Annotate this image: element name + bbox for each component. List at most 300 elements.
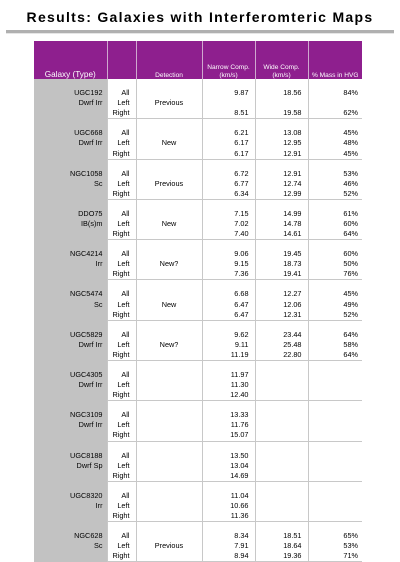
detection-blank-cell [136, 249, 202, 259]
wide-comp-cell: 12.99 [255, 189, 308, 200]
detection-blank-cell [136, 148, 202, 159]
galaxy-type-cell: Sc [34, 541, 107, 551]
detection-blank-cell [136, 511, 202, 522]
spacer-cell [308, 360, 362, 370]
narrow-comp-cell: 13.33 [202, 410, 255, 420]
spacer-cell [255, 119, 308, 129]
detection-blank-cell [136, 169, 202, 179]
detection-blank-cell [136, 531, 202, 541]
region-cell: All [107, 370, 136, 380]
wide-comp-cell: 19.58 [255, 108, 308, 119]
table-row [34, 461, 362, 471]
mass-hvg-cell: 48% [343, 138, 358, 148]
detection-cell [136, 461, 202, 471]
mass-hvg-cell [308, 471, 362, 482]
table-header-row [34, 41, 362, 79]
spacer-cell [34, 159, 107, 169]
narrow-comp-cell: 8.94 [202, 551, 255, 562]
spacer-cell [136, 481, 202, 491]
narrow-comp-cell: 14.69 [202, 471, 255, 482]
detection-blank-cell [136, 88, 202, 98]
region-cell: Right [107, 511, 136, 522]
galaxy-name-cell: UGC4305 [34, 370, 107, 380]
galaxy-name-cell: UGC192 [34, 88, 107, 98]
wide-comp-cell: 12.74 [255, 179, 308, 189]
region-cell: All [107, 451, 136, 461]
spacer-cell [136, 280, 202, 290]
wide-comp-cell: 13.08 [255, 128, 308, 138]
mass-hvg-cell: 60% [343, 218, 358, 228]
header-galaxy: Galaxy (Type) [34, 41, 107, 79]
narrow-comp-cell: 7.15 [202, 209, 255, 219]
table-row [34, 370, 362, 380]
detection-blank-cell [136, 108, 202, 119]
group-spacer-row [34, 360, 362, 370]
galaxy-blank-cell [34, 551, 107, 562]
spacer-cell [308, 401, 362, 411]
detection-blank-cell [136, 390, 202, 401]
wide-comp-cell: 14.99 [255, 209, 308, 219]
narrow-comp-cell: 6.34 [202, 189, 255, 200]
narrow-comp-cell: 15.07 [202, 430, 255, 441]
galaxy-blank-cell [34, 511, 107, 522]
region-cell: Left [107, 138, 136, 148]
narrow-comp-cell: 11.30 [202, 380, 255, 390]
narrow-comp-cell: 11.36 [202, 511, 255, 522]
mass-hvg-cell: 45% [343, 128, 358, 138]
detection-cell [136, 501, 202, 511]
header-region [107, 41, 136, 79]
detection-blank-cell [136, 289, 202, 299]
region-cell: Left [107, 300, 136, 310]
galaxy-name-cell: UGC8320 [34, 491, 107, 501]
detection-blank-cell [136, 128, 202, 138]
mass-hvg-cell: 50% [343, 259, 358, 269]
mass-hvg-cell [308, 491, 362, 501]
detection-cell: Previous [136, 98, 202, 108]
region-cell: All [107, 330, 136, 340]
detection-blank-cell [136, 430, 202, 441]
table-row [34, 219, 362, 229]
header-narrow-comp: Narrow Comp. (km/s) [202, 41, 255, 79]
spacer-cell [255, 199, 308, 209]
detection-blank-cell [136, 209, 202, 219]
title-divider [6, 30, 394, 34]
table-row [34, 98, 362, 108]
table-row [34, 259, 362, 269]
table-row [34, 350, 362, 361]
mass-hvg-cell: 58% [343, 339, 358, 349]
mass-hvg-cell [308, 380, 362, 390]
wide-comp-cell [255, 451, 308, 461]
wide-comp-cell [255, 380, 308, 390]
wide-comp-cell: 22.80 [255, 350, 308, 361]
table-row [34, 551, 362, 562]
galaxy-name-cell: NGC3109 [34, 410, 107, 420]
table-row [34, 229, 362, 240]
narrow-comp-cell: 9.06 [202, 249, 255, 259]
table-row [34, 108, 362, 119]
wide-comp-cell: 12.06 [255, 300, 308, 310]
wide-comp-cell [255, 420, 308, 430]
spacer-cell [255, 441, 308, 451]
wide-comp-cell: 18.64 [255, 541, 308, 551]
spacer-cell [107, 360, 136, 370]
galaxy-blank-cell [34, 108, 107, 119]
spacer-cell [202, 280, 255, 290]
narrow-comp-cell: 9.15 [202, 259, 255, 269]
mass-hvg-cell: 84% [343, 88, 358, 98]
region-cell: All [107, 491, 136, 501]
detection-blank-cell [136, 471, 202, 482]
spacer-cell [34, 199, 107, 209]
region-cell: Right [107, 310, 136, 321]
spacer-cell [107, 119, 136, 129]
spacer-cell [107, 159, 136, 169]
narrow-comp-cell: 8.34 [202, 531, 255, 541]
spacer-cell [255, 360, 308, 370]
region-cell: Right [107, 229, 136, 240]
region-cell: Right [107, 551, 136, 562]
spacer-cell [308, 159, 362, 169]
spacer-cell [202, 240, 255, 250]
region-cell: All [107, 289, 136, 299]
wide-comp-cell [255, 461, 308, 471]
table-row [34, 420, 362, 430]
spacer-cell [255, 522, 308, 532]
mass-hvg-cell: 76% [308, 269, 362, 280]
detection-cell: New [136, 138, 202, 148]
group-spacer-row [34, 199, 362, 209]
detection-cell [136, 380, 202, 390]
narrow-comp-cell: 10.66 [202, 501, 255, 511]
table-row [34, 138, 362, 148]
spacer-cell [202, 79, 255, 88]
narrow-comp-cell: 11.04 [202, 491, 255, 501]
spacer-cell [308, 280, 362, 290]
results-table-container [34, 41, 362, 562]
region-cell: Right [107, 430, 136, 441]
region-cell: Right [107, 189, 136, 200]
spacer-cell [308, 240, 362, 250]
spacer-cell [136, 401, 202, 411]
narrow-comp-cell [202, 98, 255, 108]
table-row [34, 289, 362, 299]
table-row [34, 128, 362, 138]
region-cell: Right [107, 108, 136, 119]
spacer-cell [308, 481, 362, 491]
mass-hvg-cell [308, 390, 362, 401]
table-row [34, 209, 362, 219]
group-spacer-row [34, 522, 362, 532]
spacer-cell [136, 320, 202, 330]
table-row [34, 501, 362, 511]
mass-hvg-cell: 60% [343, 249, 358, 259]
narrow-comp-cell: 7.36 [202, 269, 255, 280]
wide-comp-cell [255, 390, 308, 401]
galaxy-type-cell: Dwrf Irr [34, 380, 107, 390]
wide-comp-cell [255, 501, 308, 511]
header-mass-hvg: % Mass in HVG [308, 41, 362, 79]
table-row [34, 189, 362, 200]
header-detection: Detection [136, 41, 202, 79]
spacer-cell [34, 320, 107, 330]
spacer-cell [255, 320, 308, 330]
wide-comp-cell: 14.61 [255, 229, 308, 240]
galaxy-type-cell: Dwrf Irr [34, 98, 107, 108]
region-cell: Right [107, 390, 136, 401]
galaxy-type-cell: Dwrf Sp [34, 461, 107, 471]
region-cell: All [107, 169, 136, 179]
wide-comp-cell [255, 491, 308, 501]
narrow-comp-cell: 9.11 [202, 340, 255, 350]
spacer-cell [308, 441, 362, 451]
group-spacer-row [34, 240, 362, 250]
narrow-comp-cell: 6.17 [202, 138, 255, 148]
region-cell: Left [107, 98, 136, 108]
wide-comp-cell: 18.73 [255, 259, 308, 269]
galaxy-name-cell: NGC1058 [34, 169, 107, 179]
spacer-cell [136, 522, 202, 532]
mass-hvg-cell [308, 501, 362, 511]
spacer-cell [255, 481, 308, 491]
region-cell: Left [107, 259, 136, 269]
detection-cell: New [136, 219, 202, 229]
spacer-cell [202, 159, 255, 169]
galaxy-type-cell: Dwrf Irr [34, 420, 107, 430]
region-cell: All [107, 209, 136, 219]
spacer-cell [255, 79, 308, 88]
spacer-cell [136, 240, 202, 250]
spacer-cell [34, 481, 107, 491]
narrow-comp-cell: 11.19 [202, 350, 255, 361]
narrow-comp-cell: 9.87 [202, 88, 255, 98]
group-spacer-row [34, 280, 362, 290]
spacer-cell [34, 441, 107, 451]
table-row [34, 471, 362, 482]
detection-blank-cell [136, 269, 202, 280]
mass-hvg-cell: 52% [308, 189, 362, 200]
wide-comp-cell: 12.27 [255, 289, 308, 299]
spacer-cell [202, 199, 255, 209]
wide-comp-cell: 25.48 [255, 340, 308, 350]
wide-comp-cell [255, 370, 308, 380]
group-spacer-row [34, 441, 362, 451]
wide-comp-cell: 12.31 [255, 310, 308, 321]
spacer-cell [107, 522, 136, 532]
mass-hvg-cell [308, 370, 362, 380]
region-cell: Left [107, 179, 136, 189]
spacer-cell [34, 522, 107, 532]
wide-comp-cell [255, 410, 308, 420]
group-spacer-row [34, 401, 362, 411]
detection-blank-cell [136, 370, 202, 380]
group-spacer-row [34, 320, 362, 330]
narrow-comp-cell: 6.68 [202, 289, 255, 299]
wide-comp-cell [255, 511, 308, 522]
wide-comp-cell: 19.45 [255, 249, 308, 259]
detection-blank-cell [136, 551, 202, 562]
table-row [34, 179, 362, 189]
wide-comp-cell [255, 471, 308, 482]
mass-hvg-cell: 65% [343, 531, 358, 541]
narrow-comp-cell: 11.97 [202, 370, 255, 380]
galaxy-blank-cell [34, 269, 107, 280]
table-row [34, 88, 362, 98]
mass-hvg-cell: 53% [343, 541, 358, 551]
spacer-cell [202, 481, 255, 491]
detection-blank-cell [136, 189, 202, 200]
wide-comp-cell: 12.91 [255, 148, 308, 159]
narrow-comp-cell: 6.72 [202, 169, 255, 179]
narrow-comp-cell: 6.17 [202, 148, 255, 159]
narrow-comp-cell: 6.21 [202, 128, 255, 138]
galaxy-name-cell: UGC5829 [34, 330, 107, 340]
spacer-cell [34, 119, 107, 129]
mass-hvg-cell: 71% [308, 551, 362, 562]
narrow-comp-cell: 13.04 [202, 461, 255, 471]
mass-hvg-cell: 53% [343, 168, 358, 178]
galaxy-blank-cell [34, 189, 107, 200]
mass-hvg-cell: 45% [343, 289, 358, 299]
mass-hvg-cell [308, 98, 362, 108]
region-cell: Right [107, 471, 136, 482]
spacer-cell [308, 119, 362, 129]
spacer-cell [34, 401, 107, 411]
detection-blank-cell [136, 229, 202, 240]
galaxy-blank-cell [34, 471, 107, 482]
detection-blank-cell [136, 491, 202, 501]
spacer-cell [34, 280, 107, 290]
region-cell: Left [107, 380, 136, 390]
region-cell: Left [107, 501, 136, 511]
mass-hvg-cell: 64% [343, 329, 358, 339]
narrow-comp-cell: 6.77 [202, 179, 255, 189]
mass-hvg-cell: 62% [308, 108, 362, 119]
region-cell: All [107, 128, 136, 138]
header-wide-comp: Wide Comp. (km/s) [255, 41, 308, 79]
mass-hvg-cell [308, 410, 362, 420]
detection-cell: Previous [136, 179, 202, 189]
narrow-comp-cell: 7.40 [202, 229, 255, 240]
spacer-cell [34, 240, 107, 250]
region-cell: Left [107, 420, 136, 430]
table-row [34, 491, 362, 501]
wide-comp-cell [255, 430, 308, 441]
table-row [34, 390, 362, 401]
galaxy-type-cell: Dwrf Irr [34, 340, 107, 350]
detection-cell: New? [136, 259, 202, 269]
galaxy-name-cell: NGC628 [34, 531, 107, 541]
mass-hvg-cell: 46% [343, 178, 358, 188]
table-row [34, 340, 362, 350]
table-row [34, 410, 362, 420]
galaxy-blank-cell [34, 310, 107, 321]
mass-hvg-cell [308, 511, 362, 522]
spacer-cell [202, 360, 255, 370]
detection-blank-cell [136, 451, 202, 461]
region-cell: Left [107, 541, 136, 551]
narrow-comp-cell: 12.40 [202, 390, 255, 401]
spacer-cell [107, 280, 136, 290]
table-row [34, 531, 362, 541]
detection-blank-cell [136, 310, 202, 321]
region-cell: Right [107, 350, 136, 361]
wide-comp-cell: 12.91 [255, 169, 308, 179]
detection-blank-cell [136, 330, 202, 340]
region-cell: All [107, 249, 136, 259]
wide-comp-cell: 14.78 [255, 219, 308, 229]
table-row [34, 269, 362, 280]
spacer-cell [107, 320, 136, 330]
spacer-cell [255, 401, 308, 411]
detection-blank-cell [136, 410, 202, 420]
galaxy-name-cell: DDO75 [34, 209, 107, 219]
table-row [34, 451, 362, 461]
mass-hvg-cell: 45% [308, 148, 362, 159]
mass-hvg-cell: 64% [308, 350, 362, 361]
spacer-cell [255, 280, 308, 290]
region-cell: All [107, 88, 136, 98]
wide-comp-cell [255, 98, 308, 108]
region-cell: All [107, 410, 136, 420]
spacer-cell [136, 441, 202, 451]
group-spacer-row [34, 159, 362, 169]
table-row [34, 169, 362, 179]
spacer-cell [136, 159, 202, 169]
region-cell: Right [107, 148, 136, 159]
spacer-cell [107, 240, 136, 250]
galaxy-blank-cell [34, 430, 107, 441]
spacer-cell [107, 441, 136, 451]
table-row [34, 380, 362, 390]
galaxy-blank-cell [34, 390, 107, 401]
galaxy-type-cell: Irr [34, 259, 107, 269]
spacer-cell [308, 522, 362, 532]
mass-hvg-cell: 49% [343, 299, 358, 309]
spacer-cell [202, 119, 255, 129]
mass-hvg-cell: 64% [308, 229, 362, 240]
region-cell: Left [107, 340, 136, 350]
spacer-cell [202, 522, 255, 532]
spacer-cell [308, 79, 362, 88]
detection-blank-cell [136, 350, 202, 361]
galaxy-type-cell: Sc [34, 300, 107, 310]
galaxy-type-cell: Sc [34, 179, 107, 189]
wide-comp-cell: 19.41 [255, 269, 308, 280]
table-row [34, 148, 362, 159]
galaxy-blank-cell [34, 229, 107, 240]
galaxy-type-cell: Dwrf Irr [34, 138, 107, 148]
narrow-comp-cell: 7.02 [202, 219, 255, 229]
table-row [34, 330, 362, 340]
spacer-cell [255, 240, 308, 250]
mass-hvg-cell: 52% [308, 310, 362, 321]
galaxy-blank-cell [34, 148, 107, 159]
galaxy-name-cell: UGC668 [34, 128, 107, 138]
spacer-cell [136, 79, 202, 88]
region-cell: Left [107, 461, 136, 471]
table-row [34, 430, 362, 441]
mass-hvg-cell [308, 461, 362, 471]
detection-cell: New? [136, 340, 202, 350]
spacer-cell [136, 119, 202, 129]
mass-hvg-cell [308, 430, 362, 441]
wide-comp-cell: 18.56 [255, 88, 308, 98]
detection-cell: New [136, 300, 202, 310]
region-cell: Left [107, 219, 136, 229]
narrow-comp-cell: 6.47 [202, 310, 255, 321]
